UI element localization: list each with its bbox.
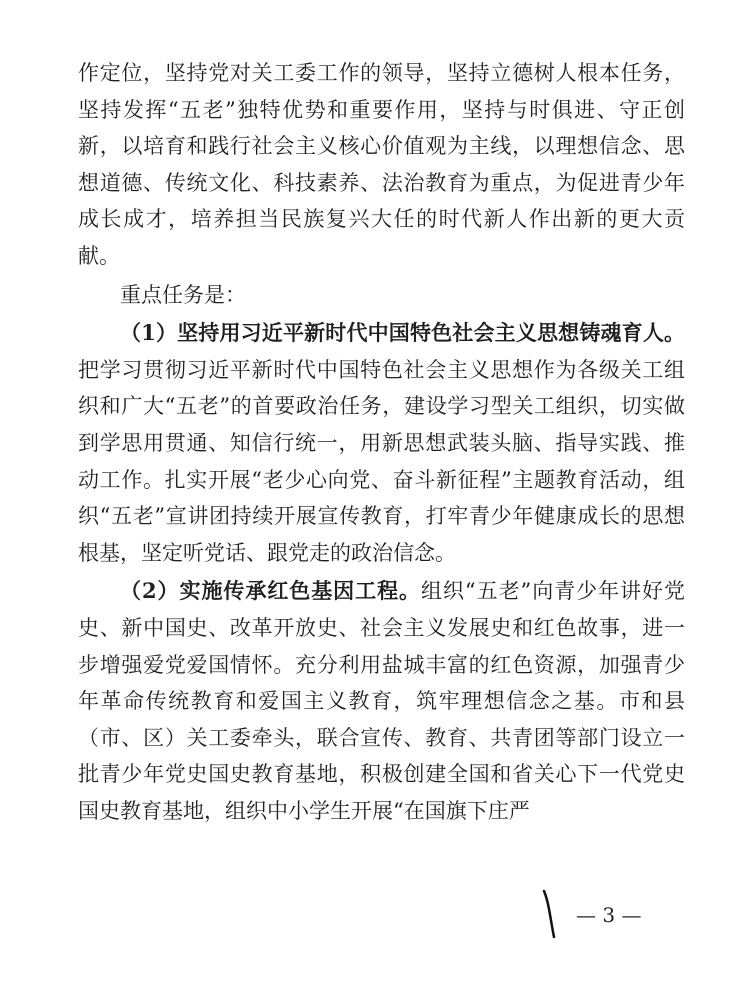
- binding-mark-icon: [540, 885, 570, 945]
- tasks-intro: 重点任务是：: [120, 282, 246, 307]
- task-1-paragraph: [78, 315, 685, 571]
- opening-paragraph: 作定位，坚持党对关工委工作的领导，坚持立德树人根本任务，坚持发挥“五老”独特优势和重要作用，坚持与时俱进、守正创新，以培育和践行社会主义核心价值观为主线，以理想信念、思想道德、传统文化、科技素养、法治教育为重点，为促进青少年成长成才，培养担当民族复兴大任的时代新人作出新的更大贡献。: [78, 61, 685, 268]
- task-2-paragraph: [78, 573, 685, 829]
- task-1-heading: （1）坚持用习近平新时代中国特色社会主义思想铸魂育人。: [120, 320, 686, 346]
- page-number: — 3 —: [576, 903, 642, 927]
- page-footer: [540, 885, 690, 945]
- task-2-body: 组织“五老”向青少年讲好党史、新中国史、改革开放史、社会主义发展史和红色故事，进一步增强爱党爱国情怀。充分利用盐城丰富的红色资源，加强青少年革命传统教育和爱国主义教育，筑牢理想信念之基。市和县（市、区）关工委牵头，联合宣传、教育、共青团等部门设立一批青少年党史国史教育基地，积极创建全国和省关心下一代党史国史教育基地，组织中小学生开展“在国旗下庄严: [78, 579, 685, 823]
- task-1-body: 把学习贯彻习近平新时代中国特色社会主义思想作为各级关工组织和广大“五老”的首要政治任务，建设学习型关工组织，切实做到学思用贯通、知信行统一，用新思想武装头脑、指导实践、推动工作。扎实开展“老少心向党、奋斗新征程”主题教育活动，组织“五老”宣讲团持续开展宣传教育，打牢青少年健康成长的思想根基，坚定听党话、跟党走的政治信念。: [78, 357, 685, 565]
- task-2-heading: （2）实施传承红色基因工程。: [120, 578, 422, 604]
